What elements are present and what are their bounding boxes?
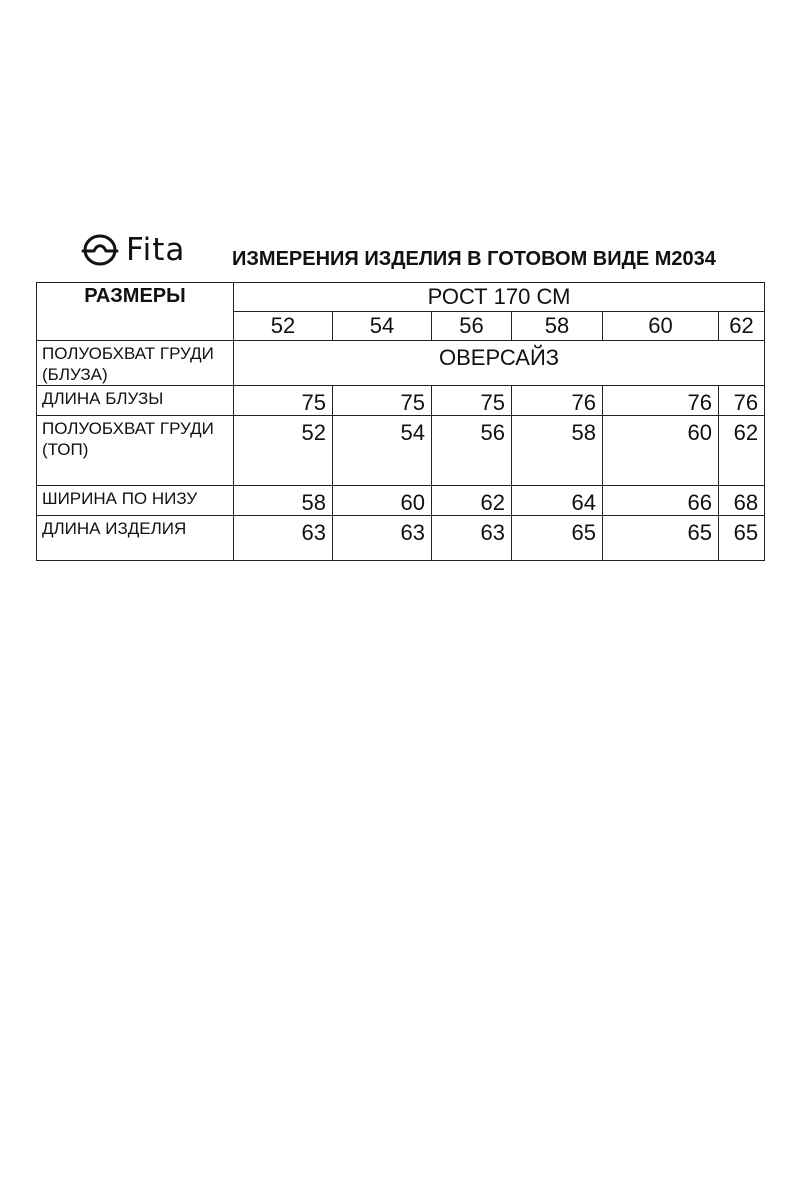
row-label: ПОЛУОБХВАТ ГРУДИ (ТОП) [37, 416, 234, 486]
value-cell: 65 [512, 516, 603, 561]
value-cell: 68 [719, 486, 765, 516]
oversize-cell: ОВЕРСАЙЗ [234, 341, 765, 386]
row-label: ДЛИНА БЛУЗЫ [37, 386, 234, 416]
value-cell: 58 [512, 416, 603, 486]
value-cell: 60 [603, 416, 719, 486]
page-title: ИЗМЕРЕНИЯ ИЗДЕЛИЯ В ГОТОВОМ ВИДЕ М2034 [232, 248, 716, 270]
value-cell: 63 [432, 516, 512, 561]
value-cell: 65 [719, 516, 765, 561]
value-cell: 52 [234, 416, 333, 486]
table-header-row [37, 283, 765, 312]
size-cell: 62 [719, 312, 765, 341]
value-cell: 75 [333, 386, 432, 416]
size-cell: 52 [234, 312, 333, 341]
row-label: ПОЛУОБХВАТ ГРУДИ (БЛУЗА) [37, 341, 234, 386]
value-cell: 75 [432, 386, 512, 416]
value-cell: 66 [603, 486, 719, 516]
value-cell: 63 [234, 516, 333, 561]
growth-header: РОСТ 170 СМ [234, 283, 765, 312]
size-cell: 58 [512, 312, 603, 341]
value-cell: 76 [719, 386, 765, 416]
value-cell: 65 [603, 516, 719, 561]
row-label: ДЛИНА ИЗДЕЛИЯ [37, 516, 234, 561]
brand-logo [80, 230, 185, 270]
size-chart-table [36, 282, 765, 561]
value-cell: 58 [234, 486, 333, 516]
value-cell: 64 [512, 486, 603, 516]
value-cell: 62 [432, 486, 512, 516]
value-cell: 60 [333, 486, 432, 516]
value-cell: 76 [512, 386, 603, 416]
table-row [37, 341, 765, 386]
value-cell: 63 [333, 516, 432, 561]
row-label: ШИРИНА ПО НИЗУ [37, 486, 234, 516]
size-cell: 54 [333, 312, 432, 341]
table-row [37, 386, 765, 416]
fita-logo-icon [80, 232, 120, 268]
table-row [37, 416, 765, 486]
value-cell: 75 [234, 386, 333, 416]
table-row [37, 516, 765, 561]
table-row [37, 486, 765, 516]
size-cell: 56 [432, 312, 512, 341]
size-cell: 60 [603, 312, 719, 341]
value-cell: 76 [603, 386, 719, 416]
value-cell: 56 [432, 416, 512, 486]
value-cell: 54 [333, 416, 432, 486]
brand-name: Fita [126, 231, 186, 268]
value-cell: 62 [719, 416, 765, 486]
document-header [80, 228, 770, 268]
sizes-header: РАЗМЕРЫ [37, 283, 234, 341]
